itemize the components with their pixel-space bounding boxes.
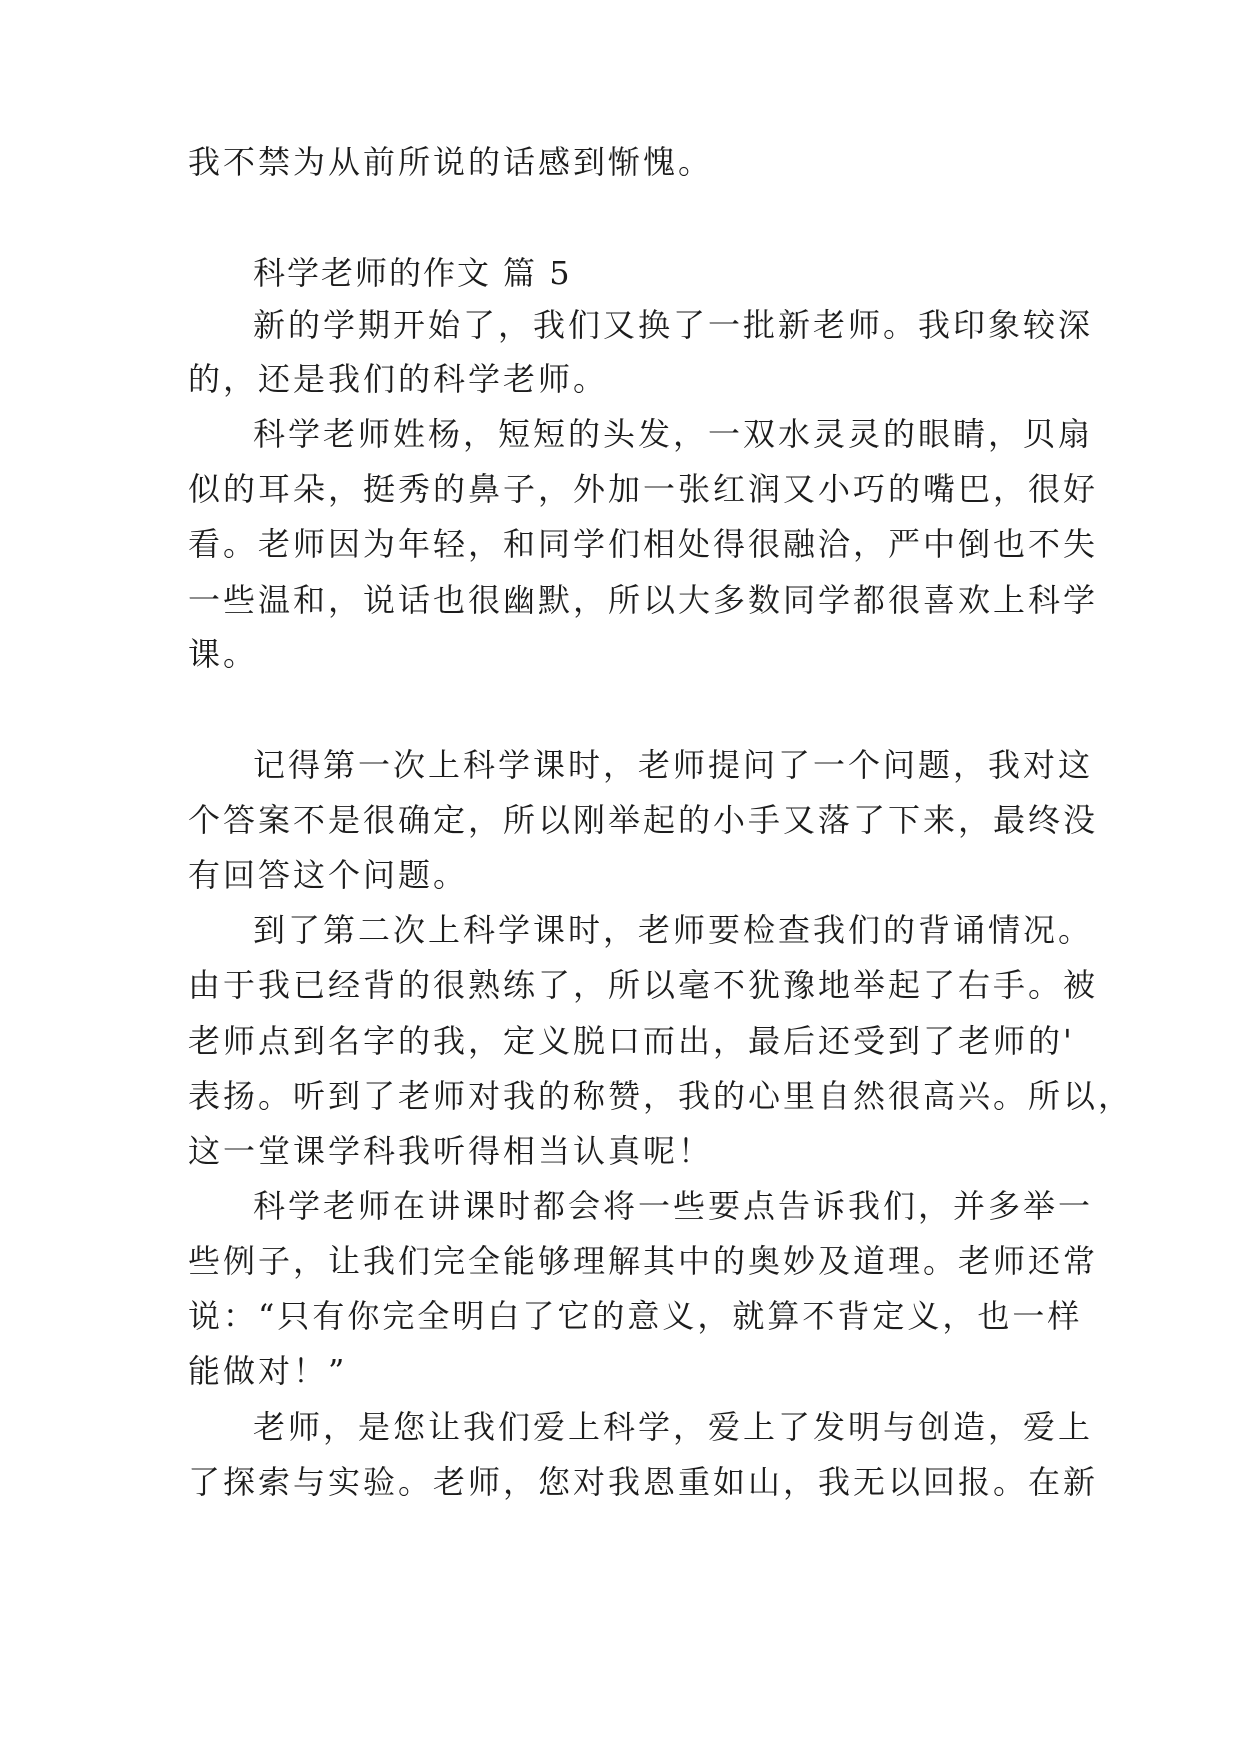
paragraph-line: 说：“只有你完全明白了它的意义，就算不背定义，也一样 [188,1297,1083,1335]
paragraph-line: 的，还是我们的科学老师。 [188,360,609,398]
paragraph-line: 科学老师在讲课时都会将一些要点告诉我们，并多举一 [253,1187,1094,1225]
paragraph-line: 个答案不是很确定，所以刚举起的小手又落了下来，最终没 [188,801,1099,839]
paragraph-line: 科学老师姓杨，短短的头发，一双水灵灵的眼睛，贝扇 [253,415,1094,453]
paragraph-line: 由于我已经背的很熟练了，所以毫不犹豫地举起了右手。被 [188,966,1099,1004]
section-number: 篇 5 [503,254,572,292]
paragraph-line: 有回答这个问题。 [188,856,469,894]
paragraph-line: 到了第二次上科学课时，老师要检查我们的背诵情况。 [253,911,1094,949]
paragraph-line: 看。老师因为年轻，和同学们相处得很融洽，严中倒也不失 [188,525,1099,563]
paragraph-line: 表扬。听到了老师对我的称赞，我的心里自然很高兴。所以， [188,1077,1134,1115]
paragraph-line: 了探索与实验。老师，您对我恩重如山，我无以回报。在新 [188,1463,1099,1501]
paragraph-line: 一些温和，说话也很幽默，所以大多数同学都很喜欢上科学 [188,581,1099,619]
paragraph-line: 能做对！” [188,1352,348,1390]
paragraph-line: 些例子，让我们完全能够理解其中的奥妙及道理。老师还常 [188,1242,1099,1280]
paragraph-line: 这一堂课学科我听得相当认真呢！ [188,1132,714,1170]
paragraph-line: 似的耳朵，挺秀的鼻子，外加一张红润又小巧的嘴巴，很好 [188,470,1099,508]
paragraph-line: 新的学期开始了，我们又换了一批新老师。我印象较深 [253,306,1094,344]
paragraph-line: 记得第一次上科学课时，老师提问了一个问题，我对这 [253,746,1094,784]
paragraph-line: 课。 [188,635,259,673]
text-line: 我不禁为从前所说的话感到惭愧。 [188,143,714,181]
paragraph-line: 老师点到名字的我，定义脱口而出，最后还受到了老师的' [188,1022,1075,1060]
section-title [253,253,572,293]
section-title-text: 科学老师的作文 [253,254,492,292]
paragraph-line: 老师，是您让我们爱上科学，爱上了发明与创造，爱上 [253,1408,1094,1446]
